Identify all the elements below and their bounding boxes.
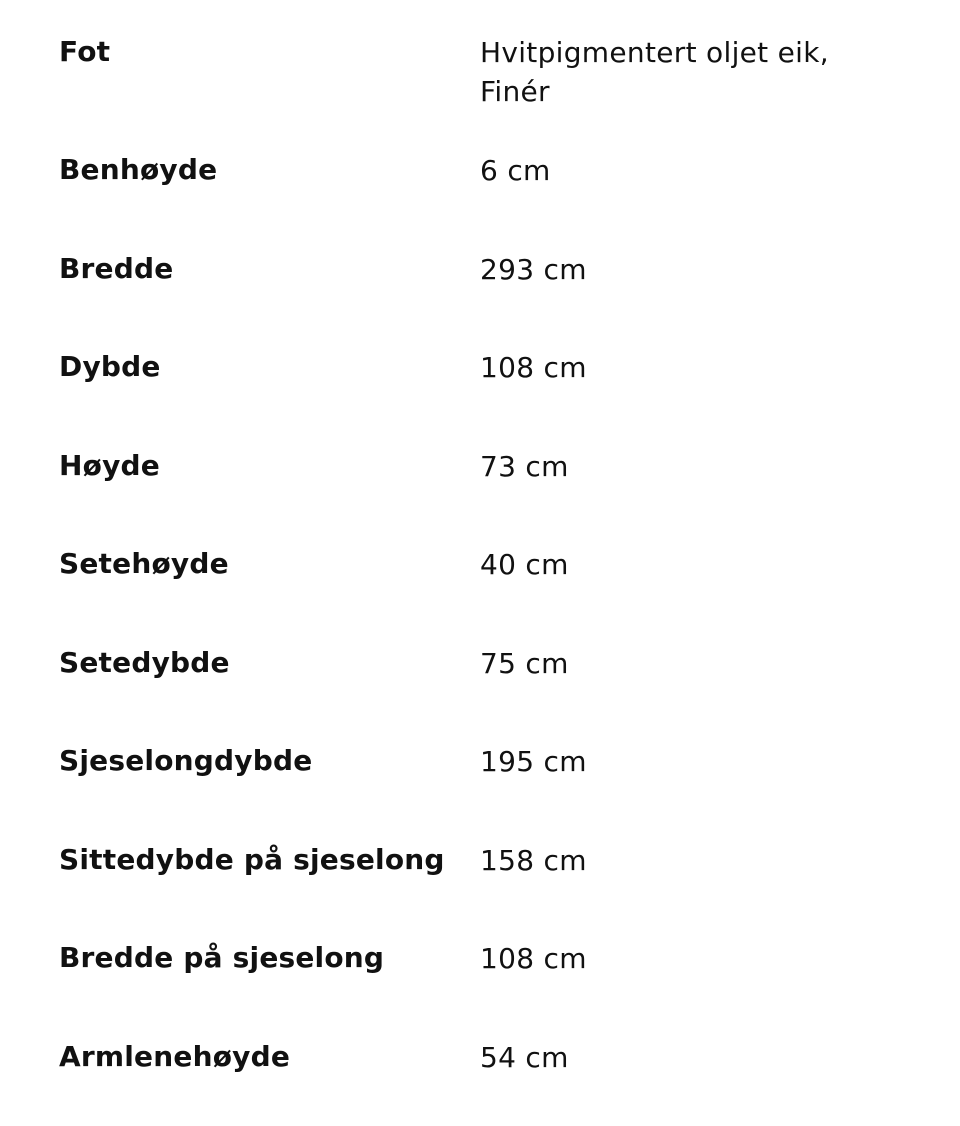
spec-label: Setehøyde [59, 547, 229, 580]
spec-label: Bredde på sjeselong [59, 941, 385, 974]
spec-value: 54 cm [480, 1041, 569, 1074]
spec-value [480, 33, 900, 111]
spec-label: Sjeselongdybde [59, 744, 313, 777]
spec-value-line: Hvitpigmentert oljet eik, [480, 36, 829, 69]
spec-label: Dybde [59, 350, 161, 383]
spec-value: 6 cm [480, 154, 551, 187]
spec-label: Setedybde [59, 646, 230, 679]
spec-value: 40 cm [480, 548, 569, 581]
spec-label: Høyde [59, 449, 160, 482]
spec-label: Benhøyde [59, 153, 218, 186]
spec-value: 108 cm [480, 351, 587, 384]
spec-label: Sittedybde på sjeselong [59, 843, 445, 876]
spec-label: Fot [59, 35, 111, 68]
spec-value: 73 cm [480, 450, 569, 483]
spec-value: 293 cm [480, 253, 587, 286]
spec-value-line: Finér [480, 75, 550, 108]
spec-label: Bredde [59, 252, 174, 285]
spec-value: 158 cm [480, 844, 587, 877]
spec-label: Armlenehøyde [59, 1040, 291, 1073]
spec-value: 75 cm [480, 647, 569, 680]
spec-value: 108 cm [480, 942, 587, 975]
spec-value: 195 cm [480, 745, 587, 778]
